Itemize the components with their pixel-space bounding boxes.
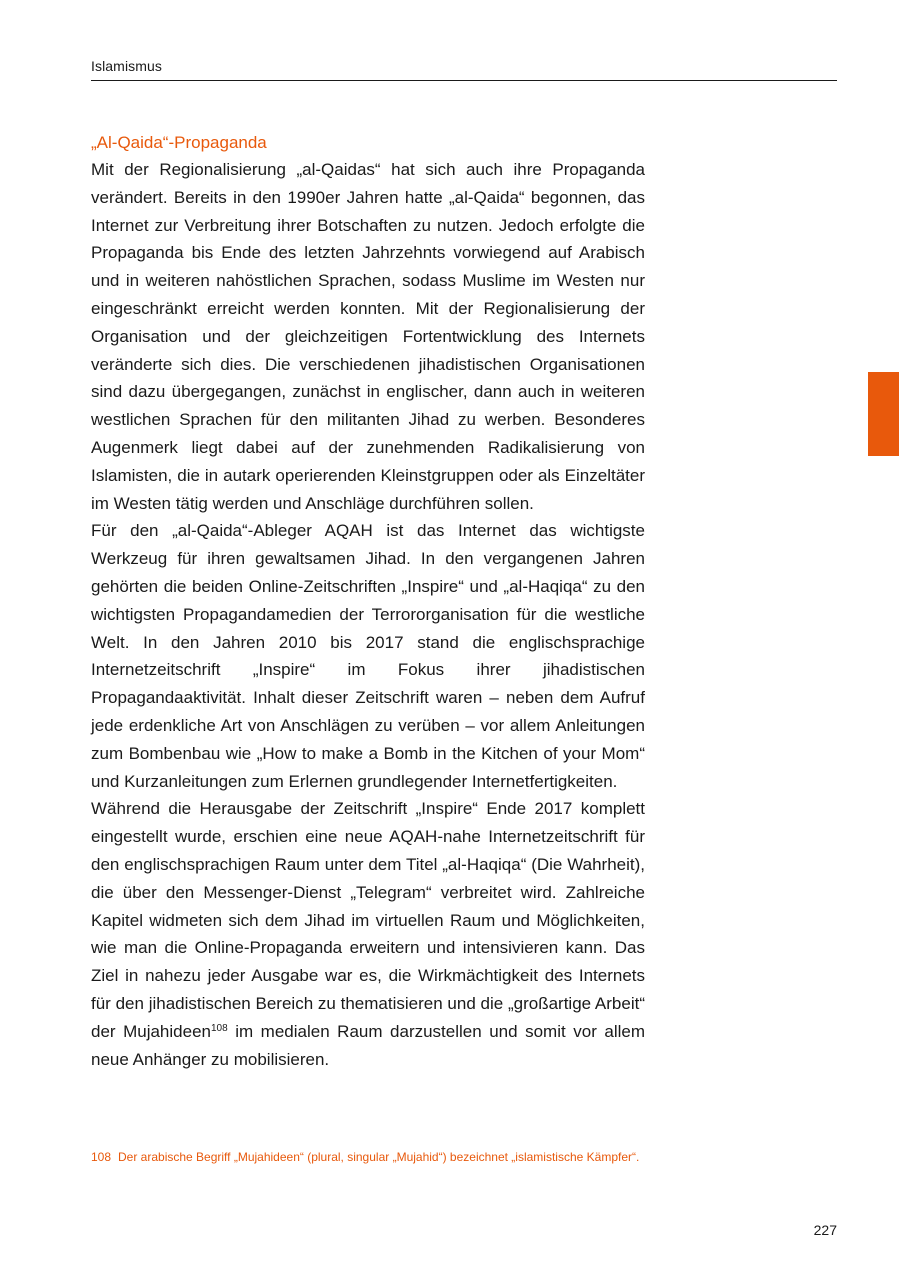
footnote-text: Der arabische Begriff „Mujahideen“ (plural, singular „Mujahid“) bezeichnet „islamistische Kämpfer“.	[118, 1150, 640, 1164]
header-divider	[91, 80, 837, 81]
page-number: 227	[813, 1222, 837, 1238]
paragraph-3-text-a: Während die Herausgabe der Zeitschrift „Inspire“ Ende 2017 komplett eingestellt wurde, erschien eine neue AQAH-nahe Internetzeitschrift für den englischsprachigen Raum unter dem Titel „al-Haqiqa“ (Die Wahrheit), die über den Messenger-Dienst „Telegram“ verbreitet wird. Zahlreiche Kapitel widmeten sich dem Jihad im virtuellen Raum und Möglichkeiten, wie man die Online-Propaganda erweitern und intensivieren kann. Das Ziel in nahezu jeder Ausgabe war es, die Wirkmächtigkeit des Internets für den jihadistischen Bereich zu thematisieren und die „großartige Arbeit“ der Mujahideen	[91, 799, 645, 1041]
footnote	[91, 1150, 645, 1165]
paragraph-2: Für den „al-Qaida“-Ableger AQAH ist das Internet das wichtigste Werkzeug für ihren gewaltsamen Jihad. In den vergangenen Jahren gehörten die beiden Online-Zeitschriften „Inspire“ und „al-Haqiqa“ zu den wichtigsten Propagandamedien der Terrororganisation für die westliche Welt. In den Jahren 2010 bis 2017 stand die englischsprachige Internetzeitschrift „Inspire“ im Fokus ihrer jihadistischen Propagandaaktivität. Inhalt dieser Zeitschrift waren – neben dem Aufruf jede erdenkliche Art von Anschlägen zu verüben – vor allem Anleitungen zum Bombenbau wie „How to make a Bomb in the Kitchen of your Mom“ und Kurzanleitungen zum Erlernen grundlegender Internetfertigkeiten.	[91, 521, 645, 791]
section-title: „Al-Qaida“-Propaganda	[91, 133, 267, 152]
paragraph-3	[91, 795, 645, 1073]
running-head: Islamismus	[91, 58, 163, 74]
paragraph-1: Mit der Regionalisierung „al-Qaidas“ hat sich auch ihre Propaganda verändert. Bereits in den 1990er Jahren hatte „al-Qaida“ begonnen, das Internet zur Verbreitung ihrer Botschaften zu nutzen. Jedoch erfolgte die Propaganda bis Ende des letzten Jahrzehnts vorwiegend auf Arabisch und in weiteren nahöstlichen Sprachen, sodass Muslime im Westen nur eingeschränkt erreicht werden konnten. Mit der Regionalisierung der Organisation und der gleichzeitigen Fortentwicklung des Internets veränderte sich dies. Die verschiedenen jihadistischen Organisationen sind dazu übergegangen, zunächst in englischer, dann auch in weiteren westlichen Sprachen für den militanten Jihad zu werben. Besonderes Augenmerk liegt dabei auf der zunehmenden Radikalisierung von Islamisten, die in autark operierenden Kleinstgruppen oder als Einzeltäter im Westen tätig werden und Anschläge durchführen sollen.	[91, 160, 645, 513]
footnote-reference[interactable]: 108	[211, 1022, 228, 1034]
chapter-thumb-tab	[868, 372, 899, 456]
main-content	[91, 130, 645, 1073]
paragraph-3-text-b: im medialen Raum darzustellen und somit vor allem neue Anhänger zu mobilisieren.	[91, 1021, 645, 1069]
footnote-number: 108	[91, 1150, 112, 1164]
